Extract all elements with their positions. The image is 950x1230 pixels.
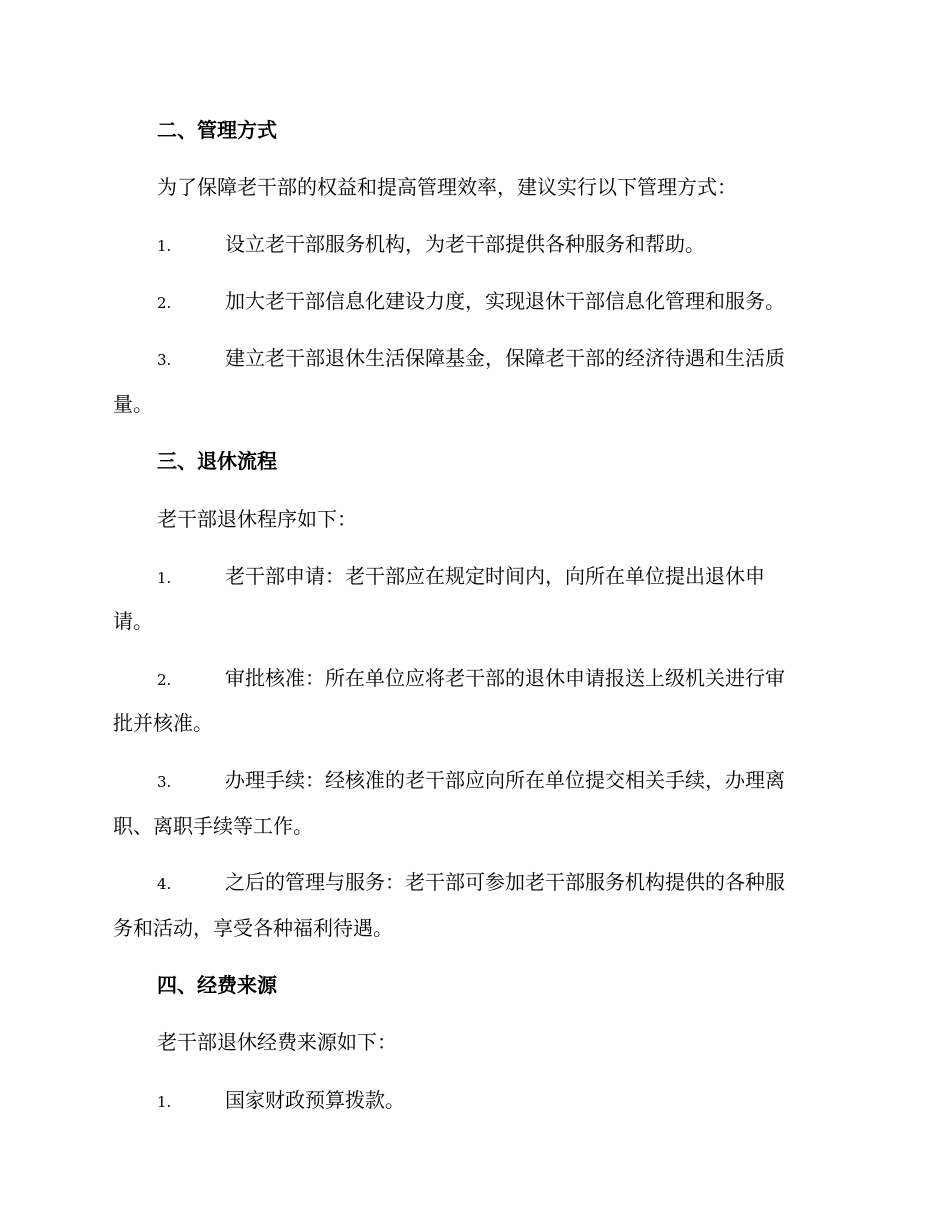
list-item-text-continued: 批并核准。 bbox=[113, 711, 213, 735]
list-item-text: 老干部申请：老干部应在规定时间内，向所在单位提出退休申 bbox=[225, 564, 765, 588]
list-item-text: 设立老干部服务机构，为老干部提供各种服务和帮助。 bbox=[225, 232, 705, 256]
list-item-number: 1. bbox=[157, 237, 172, 255]
list-item-text-continued: 务和活动，享受各种福利待遇。 bbox=[113, 916, 393, 940]
list-item-number: 2. bbox=[157, 294, 172, 312]
section-intro: 为了保障老干部的权益和提高管理效率，建议实行以下管理方式： bbox=[157, 175, 737, 199]
list-item-text: 办理手续：经核准的老干部应向所在单位提交相关手续，办理离 bbox=[225, 768, 785, 792]
list-item-number: 3. bbox=[157, 351, 172, 369]
list-item-text-continued: 量。 bbox=[113, 392, 153, 416]
section-heading: 二、管理方式 bbox=[157, 118, 277, 142]
section-intro: 老干部退休经费来源如下： bbox=[157, 1030, 397, 1054]
list-item-text: 之后的管理与服务：老干部可参加老干部服务机构提供的各种服 bbox=[225, 870, 785, 894]
list-item-number: 1. bbox=[157, 569, 172, 587]
list-item-number: 1. bbox=[157, 1093, 172, 1111]
list-item-text: 加大老干部信息化建设力度，实现退休干部信息化管理和服务。 bbox=[225, 289, 785, 313]
list-item-text: 国家财政预算拨款。 bbox=[225, 1088, 405, 1112]
list-item-text: 建立老干部退休生活保障基金，保障老干部的经济待遇和生活质 bbox=[225, 346, 785, 370]
list-item-text: 审批核准：所在单位应将老干部的退休申请报送上级机关进行审 bbox=[225, 666, 785, 690]
section-intro: 老干部退休程序如下： bbox=[157, 507, 357, 531]
list-item-text-continued: 请。 bbox=[113, 609, 153, 633]
list-item-number: 4. bbox=[157, 875, 172, 893]
list-item-number: 2. bbox=[157, 671, 172, 689]
section-heading: 四、经费来源 bbox=[157, 973, 277, 997]
section-heading: 三、退休流程 bbox=[157, 449, 277, 473]
list-item-number: 3. bbox=[157, 773, 172, 791]
list-item-text-continued: 职、离职手续等工作。 bbox=[113, 814, 313, 838]
